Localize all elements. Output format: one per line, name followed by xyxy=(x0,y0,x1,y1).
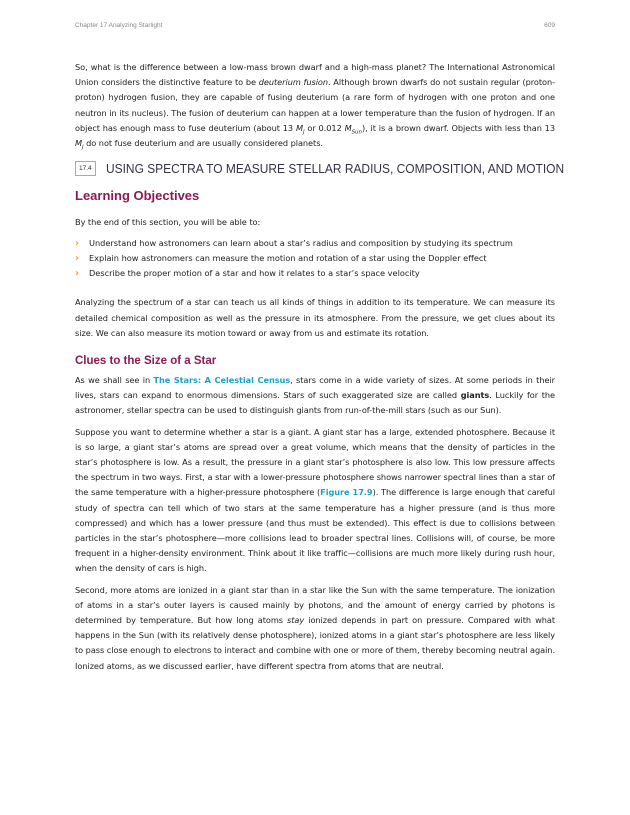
learning-objectives-lead: By the end of this section, you will be able to: xyxy=(75,217,261,228)
section-title: USING SPECTRA TO MEASURE STELLAR RADIUS, COMPOSITION, AND MOTION xyxy=(105,161,564,177)
chapter-title: Chapter 17 Analyzing Starlight xyxy=(75,22,163,29)
figure-link[interactable]: Figure 17.9 xyxy=(320,487,373,498)
intro-text-4: ), it is a brown dwarf. Objects with less than 13 xyxy=(361,122,556,133)
clues-heading: Clues to the Size of a Star xyxy=(75,355,217,368)
section-number-badge: 17.4 xyxy=(75,161,96,176)
list-item: › Describe the proper motion of a star and how it relates to a star’s space velocity xyxy=(75,268,420,280)
celestial-census-link[interactable]: The Stars: A Celestial Census xyxy=(153,375,291,386)
chevron-right-icon: › xyxy=(75,253,80,265)
section-heading xyxy=(75,161,564,177)
giants-term: giants xyxy=(460,390,490,401)
page-content xyxy=(75,60,564,674)
chevron-right-icon: › xyxy=(75,238,80,250)
intro-text-5: do not fuse deuterium and are usually considered planets. xyxy=(83,138,323,149)
list-item: › Understand how astronomers can learn about a star’s radius and composition by studying its spectrum xyxy=(75,238,513,250)
intro-text-3: or 0.012 xyxy=(304,122,345,133)
stay-emphasis: stay xyxy=(287,615,305,626)
chevron-right-icon: › xyxy=(75,268,80,280)
intro-text-1: So, what is the difference between a low-mass brown dwarf and a high-mass planet? The International Astronomical Union considers the distinctive feature to be xyxy=(75,62,555,88)
intro-text-2: . Although brown dwarfs do not sustain regular (proton-proton) hydrogen fusion, they are capable of fusing deuterium (a rare form of hydrogen with one proton and one neutron in its nucleus). The fusion of deuterium can happen at a lower temperature than the fusion of hydrogen. If an object has enough mass to fuse deuterium (about 13 xyxy=(75,77,555,133)
mass-sun: $M_{Sun}$ xyxy=(344,122,362,136)
clues-paragraph-3: Second, more atoms are ionized in a giant star than in a star like the Sun with the same temperature. The ionization of atoms in a star’s outer layers is caused mainly by photons, and the amount of energy carried by photons is determined by temperature. But how long atoms stay ionized depends in part on pressure. Compared with what happens in the Sun (with its relatively dense photosphere), ionized atoms in a giant star’s photosphere are less likely to pass close enough to electrons to interact and combine with one or more of them, thereby becoming neutral again. Ionized atoms, as we discussed earlier, have different spectra from atoms that are neutral. xyxy=(75,584,556,671)
clues-paragraph-2: Suppose you want to determine whether a star is a giant. A giant star has a large, extended photosphere. Because it is so large, a giant star’s atoms are spread over a great volume, which means that the density of particles in the star’s photosphere is low. As a result, the pressure in a giant star’s photosphere is also low. This low pressure affects the spectrum in two ways. First, a star with a lower-pressure photosphere shows narrower spectral lines than a star of the same temperature with a higher-pressure photosphere (Figure 17.9). The difference is large enough that careful study of spectra can tell which of two stars at the same temperature has a higher pressure (and is thus more compressed) and which has a lower pressure (and thus must be extended). This effect is due to collisions between particles in the star’s photosphere—more collisions lead to broader spectral lines. Collisions will, of course, be more frequent in a higher-density environment. Think about it like traffic—collisions are much more likely during rush hour, when the density of cars is high. xyxy=(75,426,555,574)
objectives-list xyxy=(75,236,555,281)
intro-emphasis: deuterium fusion xyxy=(258,77,329,88)
page-number: 609 xyxy=(544,22,555,29)
clues-paragraph-1: As we shall see in The Stars: A Celestial Census, stars come in a wide variety of sizes. At some periods in their lives, stars can expand to enormous dimensions. Stars of such exaggerated size are called giants. Luckily for the astronomer, stellar spectra can be used to distinguish giants from run-of-the-mill stars (such as our Sun). xyxy=(75,375,555,416)
learning-objectives-heading: Learning Objectives xyxy=(75,188,200,204)
mass-jupiter-2: $M_J$ xyxy=(75,138,84,151)
analyzing-paragraph: Analyzing the spectrum of a star can teach us all kinds of things in addition to its temperature. We can measure its detailed chemical composition as well as the pressure in its atmosphere. From the pressure, we get clues about its size. We can also measure its motion toward or away from us and estimate its rotation. xyxy=(75,297,555,338)
page-header xyxy=(75,22,555,29)
intro-paragraph xyxy=(75,60,555,151)
list-item: › Explain how astronomers can measure the motion and rotation of a star using the Doppler effect xyxy=(75,253,487,265)
mass-jupiter-1: $M_J$ xyxy=(295,122,305,136)
